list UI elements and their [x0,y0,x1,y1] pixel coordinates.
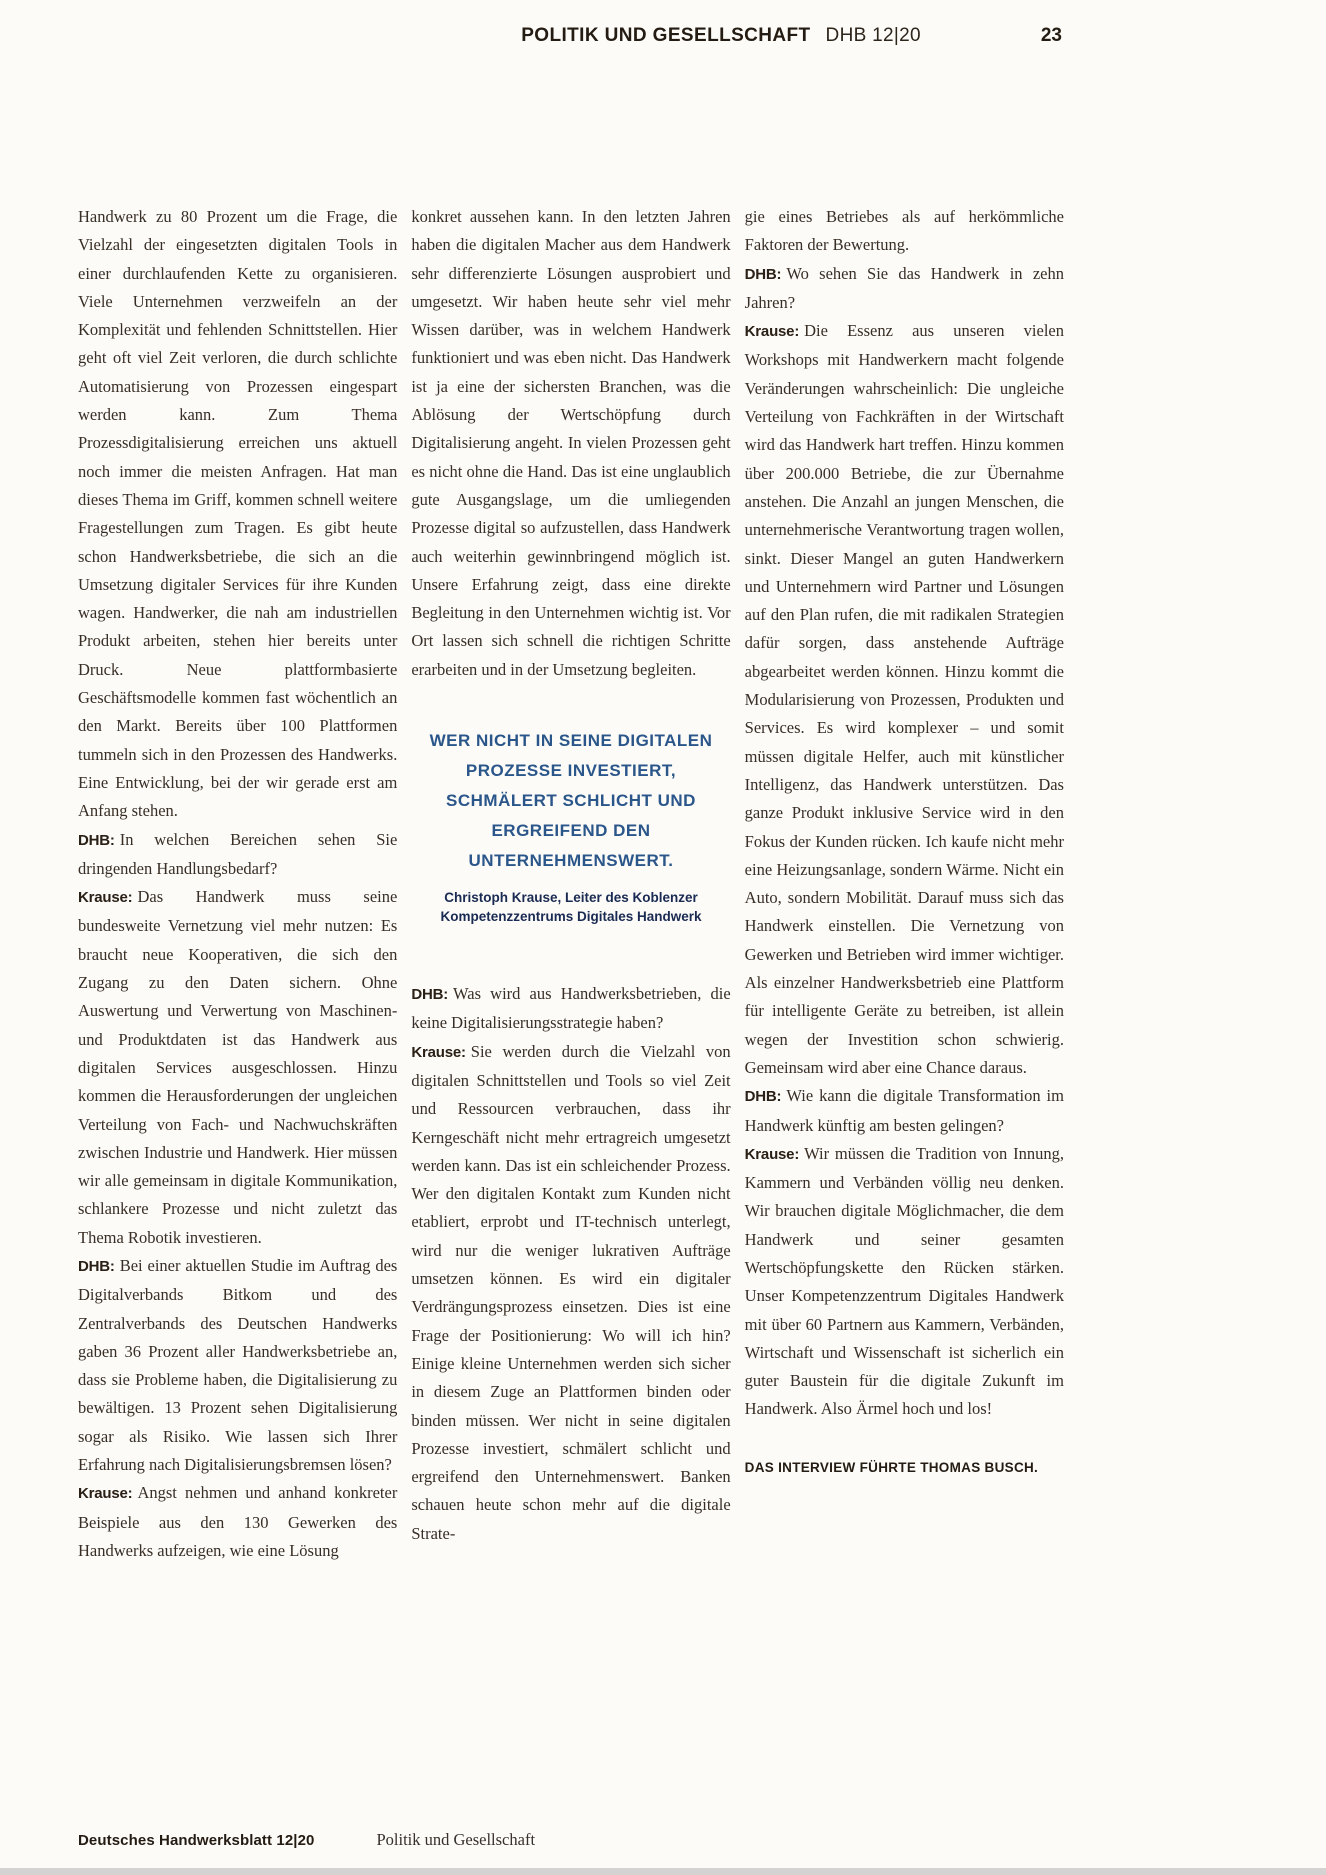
interview-credit: DAS INTERVIEW FÜHRTE THOMAS BUSCH. [744,1459,1039,1475]
qa-answer [78,1479,397,1565]
speaker-label: Krause: [78,1485,133,1503]
article-columns [78,203,1064,1565]
speaker-label: DHB: [411,986,449,1004]
pull-quote-text: WER NICHT IN SEINE DIGITALEN PROZESSE INVESTIERT, SCHMÄLERT SCHLICHT UND ERGREIFEND DEN UNTERNEHMENSWERT. [429,731,713,871]
footer-section-title: Politik und Gesellschaft [376,1830,536,1849]
qa-question [78,1252,397,1479]
speaker-label: DHB: [78,831,115,849]
qa-question [78,826,397,884]
column-2 [411,203,730,1565]
question-text: Was wird aus Handwerksbetrieben, die keine Digitalisierungsstrategie haben? [411,984,731,1033]
speaker-label: DHB: [78,1257,115,1275]
column-3 [745,203,1064,1565]
speaker-label: Krause: [78,889,133,907]
answer-text: Sie werden durch die Vielzahl von digitalen Schnittstellen und Tools so viel Zeit und Ressourcen verbrauchen, dass ihr Kerngeschäft nicht mehr ertragreich umgesetzt werden kann. Das ist ein schleichender Prozess. Wer den digitalen Kontakt zum Kunden nicht etabliert, erprobt und IT-technisch unterlegt, wird nur die weniger lukrativen Aufträge umsetzen können. Es wird ein digitaler Verdrängungsprozess einsetzen. Dies ist eine Frage der Positionierung: Wo will ich hin? Einige kleine Unternehmen werden sich sicher in diesem Zuge an Plattformen binden oder binden müssen. Wer nicht in seine digitalen Prozesse investiert, schmälert schlicht und ergreifend den Unternehmenswert. Banken schauen heute schon mehr auf die digitale Strate- [411,1041,731,1543]
page-bottom-edge [0,1868,1326,1875]
answer-text: Angst nehmen und anhand konkreter Beispiele aus den 130 Gewerken des Handwerks aufzeigen, wie eine Lösung [78,1483,398,1560]
speaker-label: DHB: [744,1088,782,1106]
speaker-label: Krause: [744,1145,800,1163]
body-paragraph: gie eines Betriebes als auf herkömmliche Faktoren der Bewertung. [744,207,1064,255]
speaker-label: DHB: [744,265,782,283]
question-text: In welchen Bereichen sehen Sie dringenden Handlungsbedarf? [78,829,398,878]
qa-question [745,260,1064,318]
header-section-title: POLITIK UND GESELLSCHAFT [521,25,811,46]
answer-text: Die Essenz aus unseren vielen Workshops mit Handwerkern macht folgende Veränderungen wahrscheinlich: Die ungleiche Verteilung von Fachkräften in der Wirtschaft wird das Handwerk hart treffen. Hinzu kommen über 200.000 Betriebe, die zur Übernahme anstehen. Die Anzahl an jungen Menschen, die unternehmerische Verantwortung tragen wollen, sinkt. Dieser Mangel an guten Handwerkern und Unternehmern wird Partner und Lösungen auf den Plan rufen, die mit radikalen Strategien dafür sorgen, dass anstehende Aufträge abgearbeitet werden können. Hinzu kommt die Modularisierung von Prozessen, Produkten und Services. Es wird komplexer – und somit müssen digitale Helfer, auch mit künstlicher Intelligenz, das Handwerk unterstützen. Das ganze Produkt inklusive Service wird in den Fokus der Kunden rücken. Ich kaufe nicht mehr eine Heizungsanlage, sondern Wärme. Nicht ein Auto, sondern Mobilität. Darauf muss sich das Handwerk einstellen. Die Vernetzung von Gewerken und Betrieben wird immer wichtiger. Als einzelner Handwerksbetrieb eine Plattform für intelligente Geräte zu betreiben, ist allein wegen der Investition schon schwierig. Gemeinsam wird aber eine Chance daraus. [744,321,1064,1077]
qa-answer [78,883,397,1252]
footer-magazine-title: Deutsches Handwerksblatt 12|20 [78,1832,315,1849]
column-1 [78,203,397,1565]
page-header [78,25,1062,47]
header-issue-label: DHB 12|20 [825,25,921,46]
qa-question [745,1082,1064,1140]
pull-quote-attribution: Christoph Krause, Leiter des Koblenzer Kompetenzzentrums Digitales Handwerk [440,890,702,925]
question-text: Wie kann die digitale Transformation im Handwerk künftig am besten gelingen? [744,1086,1064,1135]
body-paragraph: konkret aussehen kann. In den letzten Jahren haben die digitalen Macher aus dem Handwerk sehr differenzierte Lösungen ausprobiert und umgesetzt. Wir haben heute sehr viel mehr Wissen darüber, was in welchem Handwerk funktioniert und was eben nicht. Das Handwerk ist ja eine der sichersten Branchen, was die Ablösung der Wertschöpfung durch Digitalisierung angeht. In vielen Prozessen geht es nicht ohne die Hand. Das ist eine unglaublich gute Ausgangslage, um die umliegenden Prozesse digital so aufzustellen, dass Handwerk auch weiterhin gewinnbringend möglich ist. Unsere Erfahrung zeigt, dass eine direkte Begleitung in den Unternehmen wichtig ist. Vor Ort lassen sich schnell die richtigen Schritte erarbeiten und in der Umsetzung begleiten. [411,207,731,679]
page-footer [78,1830,535,1850]
page-number: 23 [1040,25,1062,46]
qa-question [411,980,730,1038]
question-text: Wo sehen Sie das Handwerk in zehn Jahren? [744,263,1064,312]
qa-answer [745,317,1064,1082]
question-text: Bei einer aktuellen Studie im Auftrag des Digitalverbands Bitkom und des Zentralverbands des Deutschen Handwerks gaben 36 Prozent aller Handwerksbetriebe an, dass sie Probleme haben, die Digitalisierung zu bewältigen. 13 Prozent sehen Digitalisierung sogar als Risiko. Wie lassen sich Ihrer Erfahrung nach Digitalisierungsbremsen lösen? [78,1255,398,1475]
qa-answer [745,1140,1064,1424]
answer-text: Wir müssen die Tradition von Innung, Kammern und Verbänden völlig neu denken. Wir brauchen digitale Möglichmacher, die dem Handwerk und seiner gesamten Wertschöpfungskette den Rücken stärken. Unser Kompetenzzentrum Digitales Handwerk mit über 60 Partnern aus Kammern, Verbänden, Wirtschaft und Wissenschaft ist sicherlich ein guter Baustein für die digitale Zukunft im Handwerk. Also Ärmel hoch und los! [744,1143,1064,1419]
speaker-label: Krause: [744,323,800,341]
speaker-label: Krause: [411,1043,466,1061]
answer-text: Das Handwerk muss seine bundesweite Vernetzung viel mehr nutzen: Es braucht neue Kooperativen, die sich den Zugang zu den Daten sichern. Ohne Auswertung und Verwertung von Maschinen- und Produktdaten ist das Handwerk aus digitalen Services ausgeschlossen. Hinzu kommen die Herausforderungen der ungleichen Verteilung von Fach- und Nachwuchskräften zwischen Industrie und Handwerk. Hier müssen wir alle gemeinsam in digitale Kommunikation, schlankere Prozesse und nicht zuletzt das Thema Robotik investieren. [78,887,398,1247]
body-paragraph: Handwerk zu 80 Prozent um die Frage, die Vielzahl der eingesetzten digitalen Tools in einer durchlaufenden Kette zu organisieren. Viele Unternehmen verzweifeln an der Komplexität und fehlenden Schnittstellen. Hier geht oft viel Zeit verloren, die durch schlichte Automatisierung von Prozessen eingespart werden kann. Zum Thema Prozessdigitalisierung erreichen uns aktuell noch immer die meisten Anfragen. Hat man dieses Thema im Griff, kommen schnell weitere Fragestellungen zum Tragen. Es gibt heute schon Handwerksbetriebe, die sich an die Umsetzung digitaler Services für ihre Kunden wagen. Handwerker, die nah am industriellen Produkt arbeiten, stehen hier bereits unter Druck. Neue plattformbasierte Geschäftsmodelle kommen fast wöchentlich an den Markt. Bereits über 100 Plattformen tummeln sich in den Prozessen des Handwerks. Eine Entwicklung, bei der wir gerade erst am Anfang stehen. [78,207,398,821]
qa-answer [411,1038,730,1548]
pull-quote [411,726,730,926]
